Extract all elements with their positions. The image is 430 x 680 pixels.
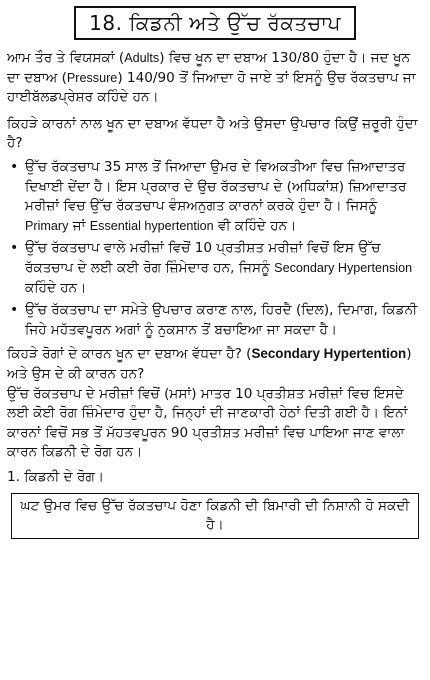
chapter-title: 18. ਕਿਡਨੀ ਅਤੇ ਉੱਚ ਰੱਕਤਚਾਪ <box>89 11 341 35</box>
bullet-marker: • <box>10 240 19 257</box>
question-causes-treatment: ਕਿਹੜੇ ਕਾਰਨਾਂ ਨਾਲ ਖੂਨ ਦਾ ਦਬਾਅ ਵੱਧਦਾ ਹੈ ਅਤੇ ਉਸਦਾ ਉਪਚਾਰ ਕਿਉਂ ਜ਼ਰੂਰੀ ਹੁੰਦਾ ਹੈ? <box>7 115 418 152</box>
intro-term-pressure: Pressure <box>66 70 118 85</box>
bullet-item-primary <box>7 158 423 236</box>
question-2-term: Secondary Hypertention <box>251 346 407 362</box>
bullet-marker: • <box>10 302 19 319</box>
bullet-item-secondary <box>7 239 423 298</box>
question-2-text-end: ) ਅਤੇ ਉਸ ਦੇ ਕੀ ਕਾਰਨ ਹਨ? <box>7 346 412 382</box>
bullet-1-text-or: ਜਾਂ <box>68 217 90 234</box>
bullet-2-text-end: ਕਹਿੰਦੇ ਹਨ। <box>25 279 87 296</box>
bullet-1-text: ਉੱਚ ਰੱਕਤਚਾਪ 35 ਸਾਲ ਤੋਂ ਜਿਆਦਾ ਉਮਰ ਦੇ ਵਿਅਕਤੀਆ ਵਿਚ ਜ਼ਿਆਦਾਤਰ ਦਿਖਾਈ ਦੇਂਦਾ ਹੈ। ਇਸ ਪ੍ਰਕਾਰ ਦੇ ਉਚ ਰੱਕਤਚਾਪ ਦੇ (ਅਧਿਕਾਂਸ਼) ਜ਼ਿਆਦਾਤਰ ਮਰੀਜ਼ਾਂ ਵਿਚ ਉੱਚ ਰੱਕਤਚਾਪ ਵੰਸ਼ਅਨੁਗਤ ਕਾਰਨਾਂ ਕਰਕੇ ਹੁੰਦਾ ਹੈ। ਜਿਸਨੂੰ <box>25 158 407 215</box>
intro-text-3: ) 140/90 ਤੋਂ ਜਿਆਦਾ ਹੋ ਜਾਏ ਤਾਂ ਇਸਨੂੰ ਉਚ ਰੱਕਤਚਾਪ ਜਾ ਹਾਈਬੱਲਡਪ੍ਰੇਸ਼ਰ ਕਹਿੰਦੇ ਹਨ। <box>7 69 416 106</box>
intro-text-2: ) ਵਿਚ ਖੂਨ ਦਾ ਦਬਾਅ 130/80 ਹੁੰਦਾ ਹੈ। ਜਦ ਖੂਨ ਦਾ ਦਬਾਅ ( <box>7 50 411 86</box>
bullet-3-text: ਉੱਚ ਰੱਕਤਚਾਪ ਦਾ ਸਮੇਤੇ ਉਪਚਾਰ ਕਰਾਣ ਨਾਲ, ਹਿਰਦੈ (ਦਿਲ), ਦਿਮਾਗ, ਕਿਡਨੀ ਜਿਹੇ ਮਹੱਤਵਪੂਰਨ ਅਗਾਂ ਨੂੰ ਨੁਕਸਾਨ ਤੋਂ ਬਚਾਇਆ ਜਾ ਸਕਦਾ ਹੈ। <box>25 302 418 338</box>
intro-paragraph <box>7 49 423 108</box>
bullet-2-term-secondary: Secondary Hypertension <box>274 260 413 275</box>
highlight-note-box: ਘਟ ਉਮਰ ਵਿਚ ਉੱਚ ਰੱਕਤਚਾਪ ਹੋਣਾ ਕਿਡਨੀ ਦੀ ਬਿਮਾਰੀ ਦੀ ਨਿਸ਼ਾਨੀ ਹੋ ਸਕਦੀ ਹੈ। <box>11 493 419 539</box>
bullet-marker: • <box>10 158 19 175</box>
bullet-1-term-essential: Essential hypertention <box>89 218 214 233</box>
question-secondary-causes <box>7 344 423 384</box>
intro-text-1: ਆਮ ਤੌਰ ਤੇ ਵਿਯਸਕਾਂ ( <box>7 50 125 66</box>
bullet-1-term-primary: Primary <box>25 218 69 233</box>
numbered-item-kidney-disease: 1. ਕਿਡਨੀ ਦੇ ਰੋਗ। <box>7 468 105 485</box>
question-2-text: ਕਿਹੜੇ ਰੋਗਾਂ ਦੇ ਕਾਰਨ ਖੂਨ ਦਾ ਦਬਾਅ ਵੱਧਦਾ ਹੈ? ( <box>7 346 252 363</box>
bullet-1-text-end: ਵੀ ਕਹਿੰਦੇ ਹਨ। <box>213 217 297 234</box>
bullet-list <box>7 158 423 340</box>
intro-term-adults: Adults <box>124 51 160 65</box>
bullet-item-organs <box>7 301 423 340</box>
chapter-title-box <box>74 6 356 40</box>
bullet-2-text: ਉੱਚ ਰੱਕਤਚਾਪ ਵਾਲੇ ਮਰੀਜ਼ਾਂ ਵਿਚੋਂ 10 ਪ੍ਰਤੀਸ਼ਤ ਮਰੀਜ਼ਾਂ ਵਿਚੋਂ ਇਸ ਉੱਚ ਰੱਕਤਚਾਪ ਦੇ ਲਈ ਕਈ ਰੋਗ ਜ਼ਿੰਮੇਦਾਰ ਹਨ, ਜਿਸਨੂੰ <box>25 240 381 276</box>
secondary-causes-paragraph: ਉੱਚ ਰੱਕਤਚਾਪ ਦੇ ਮਰੀਜ਼ਾਂ ਵਿਚੋਂ (ਮਸਾਂ) ਮਾਤਰ 10 ਪ੍ਰਤੀਸ਼ਤ ਮਰੀਜ਼ਾਂ ਵਿਚ ਇਸਦੇ ਲਈ ਕੋਈ ਰੋਗ ਜ਼ਿੰਮੇਦਾਰ ਹੁੰਦਾ ਹੈ, ਜਿਨ੍ਹਾਂ ਦੀ ਜਾਣਕਾਰੀ ਹੇਠਾਂ ਦਿਤੀ ਗਈ ਹੈ। ਇਨਾਂ ਕਾਰਨਾਂ ਵਿਚੋਂ ਸਭ ਤੋਂ ਮੱਹਤਵਪੂਰਨ 90 ਪ੍ਰਤੀਸ਼ਤ ਮਰੀਜ਼ਾਂ ਵਿਚ ਪਾਇਆ ਜਾਣ ਵਾਲਾ ਕਾਰਨ ਕਿਡਨੀ ਦੇ ਰੋਗ ਹਨ। <box>7 385 408 461</box>
